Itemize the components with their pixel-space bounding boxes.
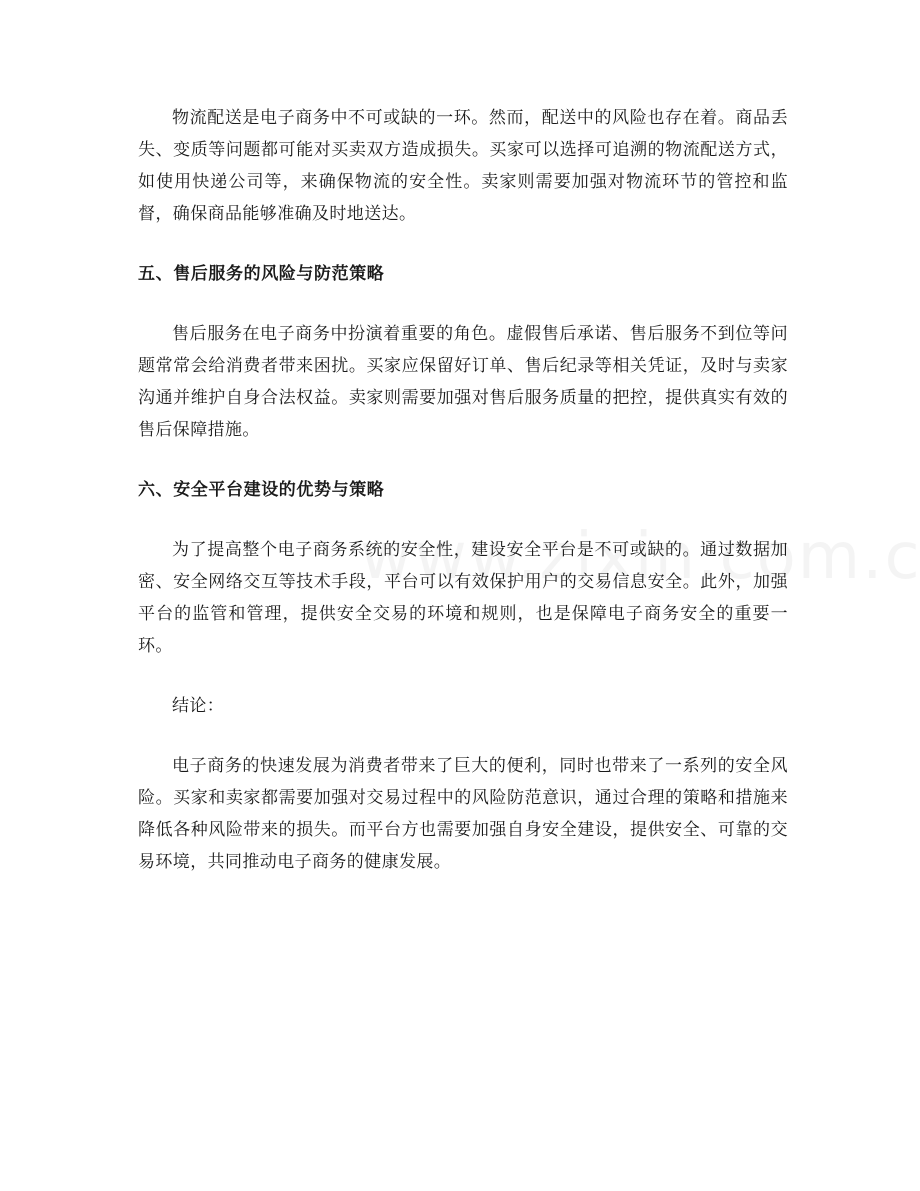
paragraph-security-platform: 为了提高整个电子商务系统的安全性，建设安全平台是不可或缺的。通过数据加密、安全网络交互等技术手段，平台可以有效保护用户的交易信息安全。此外，加强平台的监管和管理，提供安全交易的环境和规则，也是保障电子商务安全的重要一环。 [138, 540, 788, 656]
conclusion-label: 结论： [172, 696, 225, 716]
heading-security-platform: 六、安全平台建设的优势与策略 [138, 480, 385, 500]
paragraph-logistics: 物流配送是电子商务中不可或缺的一环。然而，配送中的风险也存在着。商品丢失、变质等问题都可能对买卖双方造成损失。买家可以选择可追溯的物流配送方式，如使用快递公司等，来确保物流的安全性。卖家则需要加强对物流环节的管控和监督，确保商品能够准确及时地送达。 [138, 108, 788, 224]
heading-after-sales: 五、售后服务的风险与防范策略 [138, 264, 385, 284]
paragraph-conclusion: 电子商务的快速发展为消费者带来了巨大的便利，同时也带来了一系列的安全风险。买家和卖家都需要加强对交易过程中的风险防范意识，通过合理的策略和措施来降低各种风险带来的损失。而平台方也需要加强自身安全建设，提供安全、可靠的交易环境，共同推动电子商务的健康发展。 [138, 756, 788, 872]
document-body [138, 102, 788, 906]
paragraph-after-sales: 售后服务在电子商务中扮演着重要的角色。虚假售后承诺、售后服务不到位等问题常常会给消费者带来困扰。买家应保留好订单、售后纪录等相关凭证，及时与卖家沟通并维护自身合法权益。卖家则需要加强对售后服务质量的把控，提供真实有效的售后保障措施。 [138, 324, 788, 440]
